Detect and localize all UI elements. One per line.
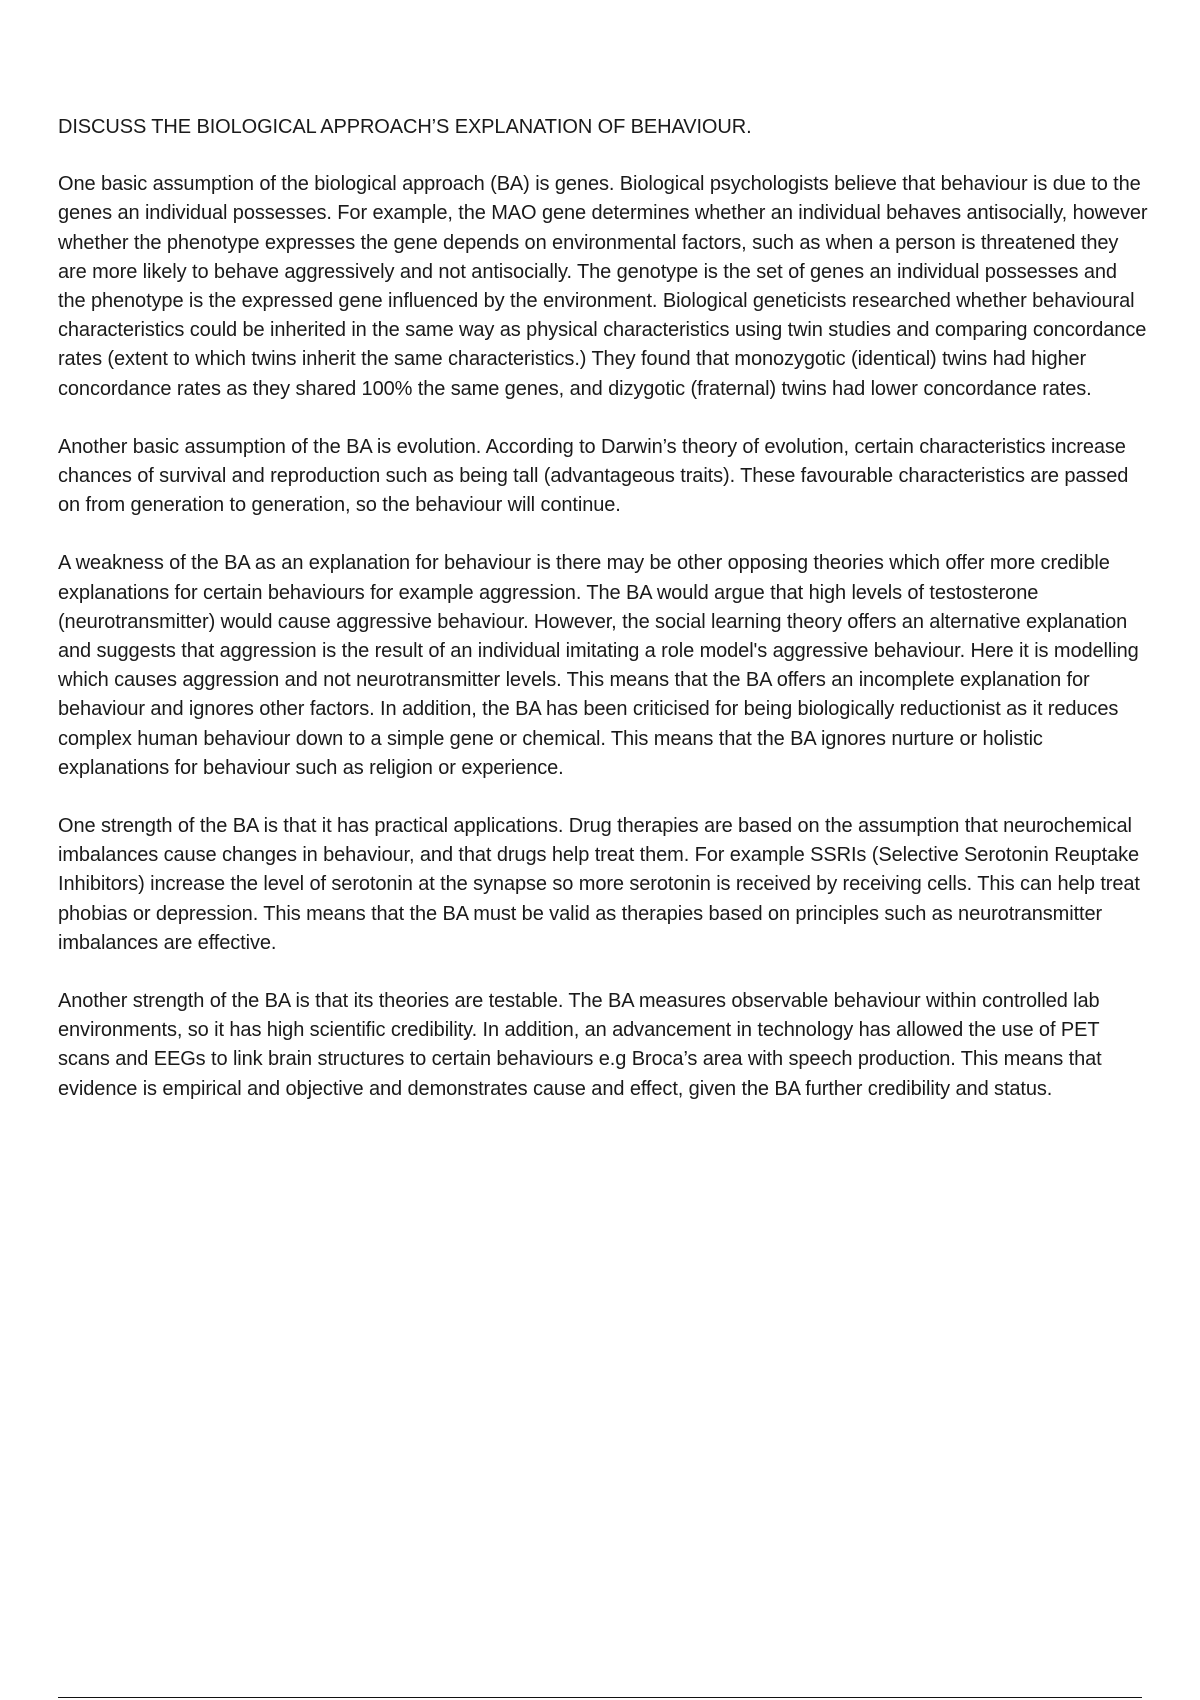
document-body [58,113,1148,1104]
paragraph-genes: One basic assumption of the biological approach (BA) is genes. Biological psychologists believe that behaviour is due to the genes an individual possesses. For example, the MAO gene determines whether an individual behaves antisocially, however whether the phenotype expresses the gene depends on environmental factors, such as when a person is threatened they are more likely to behave aggressively and not antisocially. The genotype is the set of genes an individual possesses and the phenotype is the expressed gene influenced by the environment. Biological geneticists researched whether behavioural characteristics could be inherited in the same way as physical characteristics using twin studies and comparing concordance rates (extent to which twins inherit the same characteristics.) They found that monozygotic (identical) twins had higher concordance rates as they shared 100% the same genes, and dizygotic (fraternal) twins had lower concordance rates. [58,173,1148,400]
document-title: DISCUSS THE BIOLOGICAL APPROACH’S EXPLANATION OF BEHAVIOUR. [58,116,752,138]
paragraph-weakness: A weakness of the BA as an explanation for behaviour is there may be other opposing theories which offer more credible explanations for certain behaviours for example aggression. The BA would argue that high levels of testosterone (neurotransmitter) would cause aggressive behaviour. However, the social learning theory offers an alternative explanation and suggests that aggression is the result of an individual imitating a role model's aggressive behaviour. Here it is modelling which causes aggression and not neurotransmitter levels. This means that the BA offers an incomplete explanation for behaviour and ignores other factors. In addition, the BA has been criticised for being biologically reductionist as it reduces complex human behaviour down to a simple gene or chemical. This means that the BA ignores nurture or holistic explanations for behaviour such as religion or experience. [58,552,1139,779]
paragraph-strength-applications: One strength of the BA is that it has practical applications. Drug therapies are based on the assumption that neurochemical imbalances cause changes in behaviour, and that drugs help treat them. For example SSRIs (Selective Serotonin Reuptake Inhibitors) increase the level of serotonin at the synapse so more serotonin is received by receiving cells. This can help treat phobias or depression. This means that the BA must be valid as therapies based on principles such as neurotransmitter imbalances are effective. [58,815,1140,954]
paragraph-evolution: Another basic assumption of the BA is evolution. According to Darwin’s theory of evolution, certain characteristics increase chances of survival and reproduction such as being tall (advantageous traits). These favourable characteristics are passed on from generation to generation, so the behaviour will continue. [58,435,1129,517]
footer-divider [58,1697,1142,1698]
paragraph-strength-testable: Another strength of the BA is that its theories are testable. The BA measures observable behaviour within controlled lab environments, so it has high scientific credibility. In addition, an advancement in technology has allowed the use of PET scans and EEGs to link brain structures to certain behaviours e.g Broca’s area with speech production. This means that evidence is empirical and objective and demonstrates cause and effect, given the BA further credibility and status. [58,990,1102,1100]
